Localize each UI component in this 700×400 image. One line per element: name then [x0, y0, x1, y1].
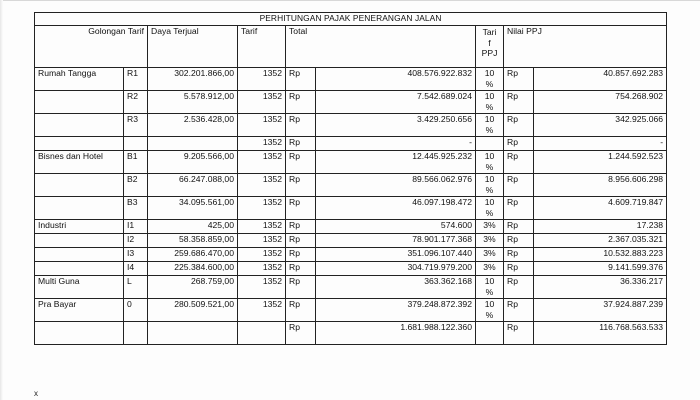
cell-nilai-ppj: -	[534, 137, 667, 151]
header-nilai-ppj: Nilai PPJ	[504, 26, 667, 68]
header-golongan-tarif: Golongan Tarif	[35, 26, 148, 68]
cell-nilai-ppj: 1.244.592.523	[534, 151, 667, 174]
cell-tarif-ppj	[476, 68, 504, 91]
header-total: Total	[286, 26, 476, 68]
cell-total: 78.901.177.368	[316, 234, 476, 248]
cell-kode: 0	[124, 299, 148, 322]
header-daya-terjual: Daya Terjual	[148, 26, 238, 68]
cell-kode	[124, 322, 148, 345]
cell-daya-terjual: 9.205.566,00	[148, 151, 238, 174]
cell-rp-nilai: Rp	[504, 114, 534, 137]
table-row	[35, 322, 667, 345]
cell-nilai-ppj: 116.768.563.533	[534, 322, 667, 345]
cell-kode: B2	[124, 174, 148, 197]
table-row	[35, 276, 667, 299]
cell-rp-total: Rp	[286, 151, 316, 174]
cell-tarif: 1352	[238, 68, 286, 91]
cell-golongan: Industri	[35, 220, 124, 234]
cell-daya-terjual: 5.578.912,00	[148, 91, 238, 114]
cell-golongan	[35, 262, 124, 276]
cell-kode: L	[124, 276, 148, 299]
cell-daya-terjual: 66.247.088,00	[148, 174, 238, 197]
cell-tarif: 1352	[238, 299, 286, 322]
cell-rp-total: Rp	[286, 248, 316, 262]
cell-rp-total: Rp	[286, 197, 316, 220]
tarif-ppj-percent-sign: %	[485, 124, 494, 135]
cell-total: 1.681.988.122.360	[316, 322, 476, 345]
cell-daya-terjual: 259.686.470,00	[148, 248, 238, 262]
table-row	[35, 174, 667, 197]
header-tarif-ppj	[476, 26, 504, 68]
cell-total: 408.576.922.832	[316, 68, 476, 91]
cell-total: 351.096.107.440	[316, 248, 476, 262]
cell-tarif: 1352	[238, 174, 286, 197]
table-row	[35, 262, 667, 276]
cell-tarif-ppj	[476, 197, 504, 220]
top-divider	[0, 0, 700, 1]
table-row	[35, 151, 667, 174]
tarif-ppj-percent-sign: %	[485, 161, 494, 172]
cell-nilai-ppj: 10.532.883.223	[534, 248, 667, 262]
table-row	[35, 91, 667, 114]
cell-tarif-ppj	[476, 174, 504, 197]
cell-rp-total: Rp	[286, 174, 316, 197]
cell-tarif-ppj	[476, 234, 504, 248]
cell-nilai-ppj: 8.956.606.298	[534, 174, 667, 197]
cell-tarif-ppj	[476, 276, 504, 299]
tarif-ppj-value: 10	[484, 68, 495, 78]
cell-total: 304.719.979.200	[316, 262, 476, 276]
cell-golongan	[35, 234, 124, 248]
cell-tarif-ppj	[476, 322, 504, 345]
title-row	[35, 13, 667, 26]
cell-nilai-ppj: 4.609.719.847	[534, 197, 667, 220]
cell-kode: I2	[124, 234, 148, 248]
cell-total: 3.429.250.656	[316, 114, 476, 137]
cell-nilai-ppj: 36.336.217	[534, 276, 667, 299]
cell-daya-terjual: 425,00	[148, 220, 238, 234]
header-tarif: Tarif	[238, 26, 286, 68]
tarif-ppj-value: 10	[484, 91, 495, 101]
table-row	[35, 234, 667, 248]
cell-rp-nilai: Rp	[504, 276, 534, 299]
cell-rp-nilai: Rp	[504, 137, 534, 151]
cell-rp-total: Rp	[286, 234, 316, 248]
cell-tarif-ppj	[476, 220, 504, 234]
cell-daya-terjual: 302.201.866,00	[148, 68, 238, 91]
tarif-ppj-value: 3%	[483, 262, 496, 272]
cell-rp-nilai: Rp	[504, 91, 534, 114]
cell-daya-terjual	[148, 322, 238, 345]
cell-golongan	[35, 137, 124, 151]
tarif-ppj-percent-sign: %	[485, 78, 494, 89]
cell-tarif: 1352	[238, 151, 286, 174]
cell-tarif: 1352	[238, 220, 286, 234]
tarif-ppj-value: 10	[484, 276, 495, 286]
page-edge-shadow	[0, 0, 3, 400]
tarif-ppj-value: 10	[484, 197, 495, 207]
cell-tarif-ppj	[476, 262, 504, 276]
cell-rp-total: Rp	[286, 91, 316, 114]
cell-rp-nilai: Rp	[504, 220, 534, 234]
cell-daya-terjual	[148, 137, 238, 151]
tarif-ppj-percent-sign: %	[485, 286, 494, 297]
cell-tarif: 1352	[238, 276, 286, 299]
header-row	[35, 26, 667, 68]
table-row	[35, 137, 667, 151]
tarif-ppj-percent-sign: %	[485, 184, 494, 195]
cell-rp-total: Rp	[286, 299, 316, 322]
cell-nilai-ppj: 17.238	[534, 220, 667, 234]
cell-kode: B3	[124, 197, 148, 220]
cell-daya-terjual: 58.358.859,00	[148, 234, 238, 248]
cell-tarif: 1352	[238, 91, 286, 114]
cell-tarif: 1352	[238, 197, 286, 220]
header-tarif-ppj-line3: PPJ	[481, 48, 498, 58]
cell-golongan	[35, 197, 124, 220]
table-title: PERHITUNGAN PAJAK PENERANGAN JALAN	[35, 13, 667, 26]
cell-golongan: Bisnes dan Hotel	[35, 151, 124, 174]
header-tarif-ppj-line1: Tari	[482, 27, 497, 37]
tarif-ppj-value: 3%	[483, 220, 496, 230]
cell-tarif: 1352	[238, 262, 286, 276]
tarif-ppj-percent-sign: %	[485, 207, 494, 218]
cell-rp-nilai: Rp	[504, 151, 534, 174]
cell-rp-total: Rp	[286, 114, 316, 137]
tarif-ppj-value: 3%	[483, 234, 496, 244]
cell-rp-total: Rp	[286, 220, 316, 234]
cell-tarif-ppj	[476, 137, 504, 151]
cell-golongan	[35, 322, 124, 345]
cell-kode: I1	[124, 220, 148, 234]
cell-tarif: 1352	[238, 234, 286, 248]
cell-rp-nilai: Rp	[504, 262, 534, 276]
cell-tarif: 1352	[238, 137, 286, 151]
table-row	[35, 248, 667, 262]
table-row	[35, 114, 667, 137]
cell-daya-terjual: 34.095.561,00	[148, 197, 238, 220]
cell-nilai-ppj: 9.141.599.376	[534, 262, 667, 276]
table-row	[35, 299, 667, 322]
header-tarif-ppj-line2: f	[488, 37, 491, 48]
cell-nilai-ppj: 37.924.887.239	[534, 299, 667, 322]
cell-kode: I3	[124, 248, 148, 262]
cell-total: 89.566.062.976	[316, 174, 476, 197]
cell-rp-nilai: Rp	[504, 174, 534, 197]
tarif-ppj-value: 10	[484, 151, 495, 161]
cell-rp-total: Rp	[286, 322, 316, 345]
tarif-ppj-percent-sign: %	[485, 309, 494, 320]
cell-nilai-ppj: 754.268.902	[534, 91, 667, 114]
tarif-ppj-percent-sign: %	[485, 101, 494, 112]
cell-rp-nilai: Rp	[504, 299, 534, 322]
cell-nilai-ppj: 2.367.035.321	[534, 234, 667, 248]
cell-rp-total: Rp	[286, 262, 316, 276]
cell-golongan: Pra Bayar	[35, 299, 124, 322]
tarif-ppj-value: 3%	[483, 248, 496, 258]
cell-tarif	[238, 322, 286, 345]
tarif-ppj-value: 10	[484, 299, 495, 309]
tarif-ppj-value: 10	[484, 174, 495, 184]
cell-rp-nilai: Rp	[504, 68, 534, 91]
cell-tarif-ppj	[476, 248, 504, 262]
cell-kode: R1	[124, 68, 148, 91]
table-row	[35, 220, 667, 234]
cell-kode: B1	[124, 151, 148, 174]
cell-kode: I4	[124, 262, 148, 276]
cell-total: 12.445.925.232	[316, 151, 476, 174]
cell-tarif-ppj	[476, 151, 504, 174]
cell-total: 46.097.198.472	[316, 197, 476, 220]
cell-total: 574.600	[316, 220, 476, 234]
cell-golongan	[35, 91, 124, 114]
cell-rp-total: Rp	[286, 68, 316, 91]
cell-golongan	[35, 174, 124, 197]
tarif-ppj-value: 10	[484, 114, 495, 124]
cell-rp-total: Rp	[286, 137, 316, 151]
cell-kode	[124, 137, 148, 151]
cell-kode: R2	[124, 91, 148, 114]
cell-tarif-ppj	[476, 91, 504, 114]
cell-golongan: Rumah Tangga	[35, 68, 124, 91]
cell-rp-total: Rp	[286, 276, 316, 299]
cell-daya-terjual: 280.509.521,00	[148, 299, 238, 322]
cell-rp-nilai: Rp	[504, 248, 534, 262]
cell-nilai-ppj: 40.857.692.283	[534, 68, 667, 91]
cell-tarif: 1352	[238, 114, 286, 137]
cell-total: 379.248.872.392	[316, 299, 476, 322]
cell-rp-nilai: Rp	[504, 197, 534, 220]
cell-golongan	[35, 114, 124, 137]
table-row	[35, 68, 667, 91]
cell-nilai-ppj: 342.925.066	[534, 114, 667, 137]
cell-daya-terjual: 225.384.600,00	[148, 262, 238, 276]
table-row	[35, 197, 667, 220]
cell-total: 7.542.689.024	[316, 91, 476, 114]
cell-kode: R3	[124, 114, 148, 137]
cell-rp-nilai: Rp	[504, 234, 534, 248]
cell-tarif-ppj	[476, 299, 504, 322]
cell-tarif: 1352	[238, 248, 286, 262]
stray-cell-text: x	[34, 389, 38, 398]
cell-tarif-ppj	[476, 114, 504, 137]
cell-daya-terjual: 268.759,00	[148, 276, 238, 299]
cell-golongan: Multi Guna	[35, 276, 124, 299]
cell-total: 363.362.168	[316, 276, 476, 299]
cell-total: -	[316, 137, 476, 151]
cell-rp-nilai: Rp	[504, 322, 534, 345]
cell-daya-terjual: 2.536.428,00	[148, 114, 238, 137]
ppj-table	[34, 12, 667, 345]
cell-golongan	[35, 248, 124, 262]
